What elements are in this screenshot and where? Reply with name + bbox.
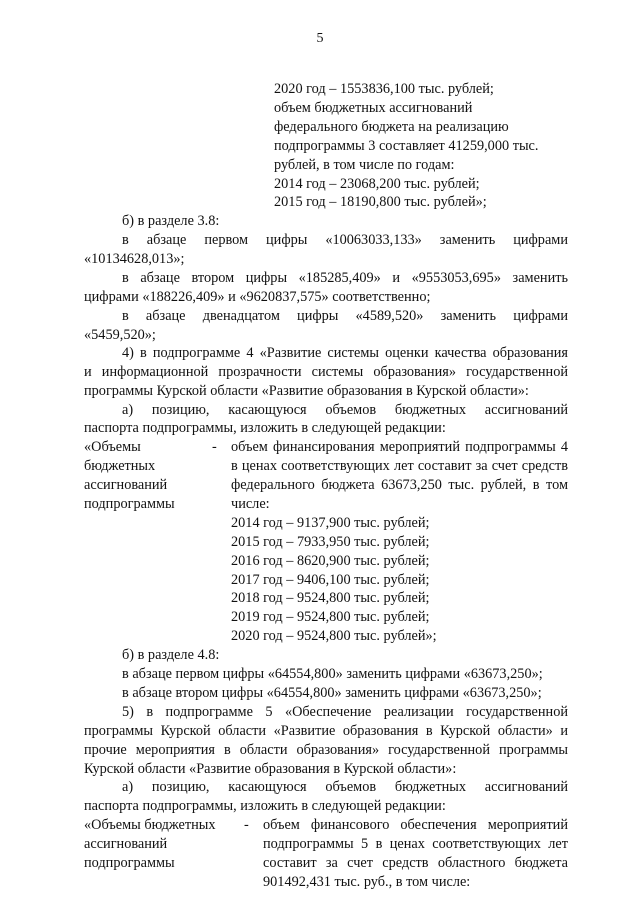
table-right-cell: федерального бюджета 63673,250 тыс. рублей, в том bbox=[231, 477, 568, 493]
budget-line: подпрограммы 3 составляет 41259,000 тыс. bbox=[274, 138, 539, 154]
paragraph-line: прочие мероприятия в области образования» государственной программы bbox=[84, 742, 568, 758]
budget-line: объем бюджетных ассигнований bbox=[274, 100, 473, 116]
table-right-cell: числе: bbox=[231, 496, 270, 512]
budget-line: федерального бюджета на реализацию bbox=[274, 119, 509, 135]
paragraph-line: в абзаце втором цифры «64554,800» заменить цифрами «63673,250»; bbox=[122, 685, 542, 701]
table-right-cell: объем финансового обеспечения мероприятий bbox=[263, 817, 568, 833]
year-line: 2019 год – 9524,800 тыс. рублей; bbox=[231, 609, 430, 625]
paragraph-line: а) позицию, касающуюся объемов бюджетных ассигнований bbox=[122, 779, 568, 795]
table-right-cell: составит за счет средств областного бюджета bbox=[263, 855, 568, 871]
table-left-cell: «Объемы bbox=[84, 439, 141, 455]
paragraph-line: в абзаце первом цифры «10063033,133» заменить цифрами bbox=[122, 232, 568, 248]
paragraph-line: а) позицию, касающуюся объемов бюджетных ассигнований bbox=[122, 402, 568, 418]
section-heading: б) в разделе 4.8: bbox=[122, 647, 220, 663]
table-left-cell: ассигнований bbox=[84, 477, 168, 493]
page-number: 5 bbox=[316, 31, 324, 46]
year-line: 2017 год – 9406,100 тыс. рублей; bbox=[231, 572, 430, 588]
budget-line: рублей, в том числе по годам: bbox=[274, 157, 455, 173]
table-left-cell: подпрограммы bbox=[84, 855, 175, 871]
paragraph-line: 4) в подпрограмме 4 «Развитие системы оценки качества образования bbox=[122, 345, 568, 361]
year-line: 2020 год – 9524,800 тыс. рублей»; bbox=[231, 628, 437, 644]
paragraph-line: паспорта подпрограммы, изложить в следующей редакции: bbox=[84, 798, 446, 814]
paragraph-line: «10134628,013»; bbox=[84, 251, 185, 267]
table-left-cell: ассигнований bbox=[84, 836, 168, 852]
table-left-cell: бюджетных bbox=[84, 458, 156, 474]
table-right-cell: 901492,431 тыс. руб., в том числе: bbox=[263, 874, 471, 890]
paragraph-line: и информационной прозрачности системы образования» государственной bbox=[84, 364, 568, 380]
table-dash: - bbox=[244, 817, 249, 833]
table-right-cell: в ценах соответствующих лет составит за счет средств bbox=[231, 458, 568, 474]
table-left-cell: «Объемы бюджетных bbox=[84, 817, 216, 833]
paragraph-line: в абзаце двенадцатом цифры «4589,520» заменить цифрами bbox=[122, 308, 568, 324]
paragraph-line: в абзаце втором цифры «185285,409» и «9553053,695» заменить bbox=[122, 270, 568, 286]
budget-line: 2020 год – 1553836,100 тыс. рублей; bbox=[274, 81, 494, 97]
year-line: 2014 год – 9137,900 тыс. рублей; bbox=[231, 515, 430, 531]
paragraph-line: в абзаце первом цифры «64554,800» заменить цифрами «63673,250»; bbox=[122, 666, 543, 682]
year-line: 2015 год – 7933,950 тыс. рублей; bbox=[231, 534, 430, 550]
table-left-cell: подпрограммы bbox=[84, 496, 175, 512]
table-right-cell: подпрограммы 5 в ценах соответствующих лет bbox=[263, 836, 568, 852]
table-right-cell: объем финансирования мероприятий подпрограммы 4 bbox=[231, 439, 568, 455]
year-line: 2016 год – 8620,900 тыс. рублей; bbox=[231, 553, 430, 569]
paragraph-line: паспорта подпрограммы, изложить в следующей редакции: bbox=[84, 420, 446, 436]
section-heading: б) в разделе 3.8: bbox=[122, 213, 220, 229]
budget-line: 2014 год – 23068,200 тыс. рублей; bbox=[274, 176, 480, 192]
paragraph-line: цифрами «188226,409» и «9620837,575» соответственно; bbox=[84, 289, 431, 305]
budget-line: 2015 год – 18190,800 тыс. рублей»; bbox=[274, 194, 487, 210]
paragraph-line: программы Курской области «Развитие образования в Курской области» и bbox=[84, 723, 568, 739]
paragraph-line: «5459,520»; bbox=[84, 327, 156, 343]
year-line: 2018 год – 9524,800 тыс. рублей; bbox=[231, 590, 430, 606]
paragraph-line: 5) в подпрограмме 5 «Обеспечение реализации государственной bbox=[122, 704, 568, 720]
paragraph-line: Курской области «Развитие образования в Курской области»: bbox=[84, 761, 457, 777]
table-dash: - bbox=[212, 439, 217, 455]
paragraph-line: программы Курской области «Развитие образования в Курской области»: bbox=[84, 383, 529, 399]
